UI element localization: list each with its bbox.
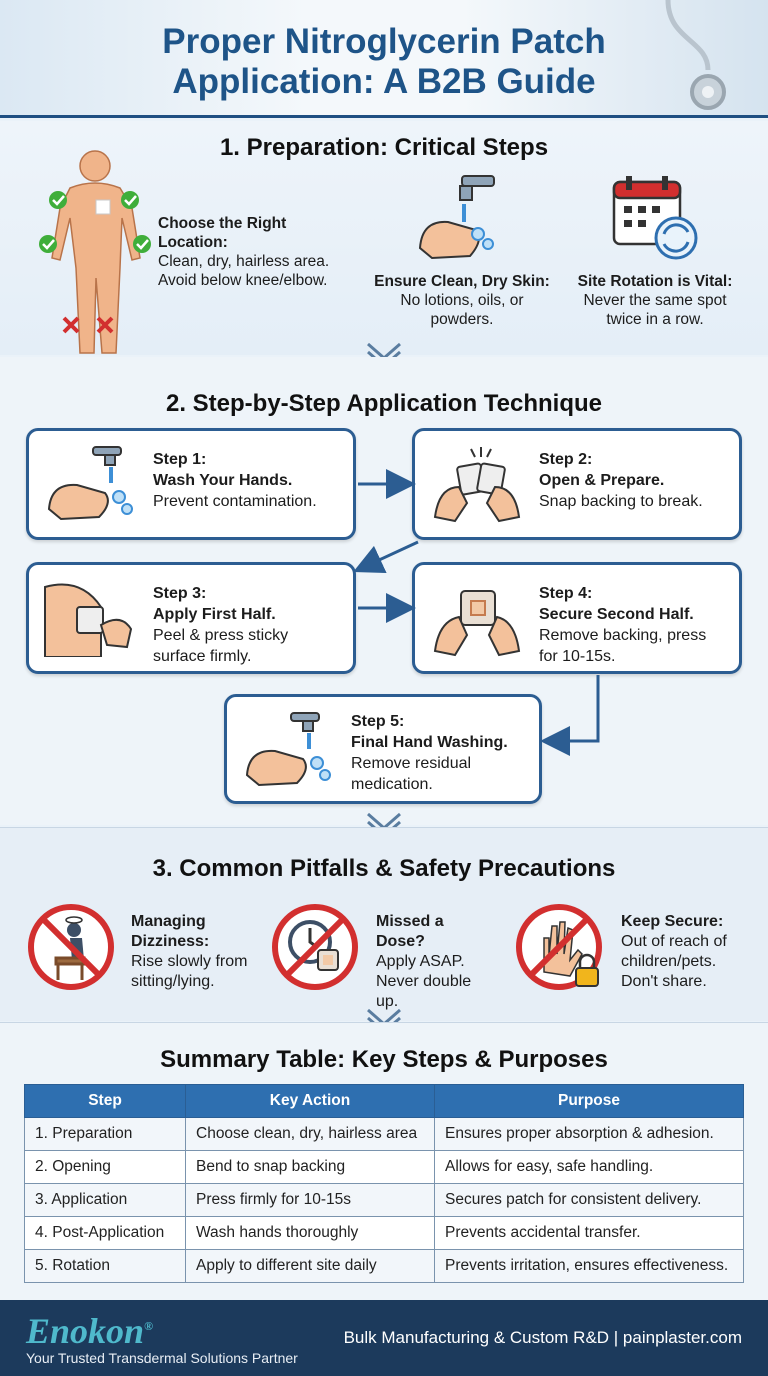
table-row bbox=[25, 1151, 744, 1184]
header-banner bbox=[0, 0, 768, 118]
table-cell: Prevents accidental transfer. bbox=[435, 1217, 744, 1250]
summary-table bbox=[24, 1084, 744, 1283]
apply-patch-icon bbox=[41, 577, 141, 657]
step-3-text: Step 3: Apply First Half. Peel & press sticky surface firmly. bbox=[153, 585, 289, 665]
step-2-text: Step 2: Open & Prepare. Snap backing to break. bbox=[539, 451, 703, 510]
table-cell: Apply to different site daily bbox=[186, 1250, 435, 1283]
table-cell: Wash hands thoroughly bbox=[186, 1217, 435, 1250]
table-cell: 3. Application bbox=[25, 1184, 186, 1217]
table-cell: Ensures proper absorption & adhesion. bbox=[435, 1118, 744, 1151]
body-location-icon bbox=[36, 148, 154, 356]
table-row bbox=[25, 1250, 744, 1283]
step-4-text: Step 4: Secure Second Half. Remove backing, press for 10-15s. bbox=[539, 585, 707, 665]
table-cell: 5. Rotation bbox=[25, 1250, 186, 1283]
hand-wash-icon bbox=[239, 709, 339, 789]
footer-contact[interactable]: Bulk Manufacturing & Custom R&D | painplaster.com bbox=[343, 1328, 742, 1347]
table-header: Step bbox=[25, 1085, 186, 1118]
hand-wash-icon bbox=[41, 443, 141, 523]
keep-secure-tip: Keep Secure: Out of reach of children/pets. Don't share. bbox=[621, 913, 727, 990]
summary-title: Summary Table: Key Steps & Purposes bbox=[160, 1046, 608, 1073]
table-cell: Prevents irritation, ensures effectiveness. bbox=[435, 1250, 744, 1283]
table-cell: Choose clean, dry, hairless area bbox=[186, 1118, 435, 1151]
step-card-5 bbox=[224, 694, 542, 804]
table-cell: 2. Opening bbox=[25, 1151, 186, 1184]
patch-open-icon bbox=[427, 443, 527, 523]
step-card-3 bbox=[26, 562, 356, 674]
table-cell: Bend to snap backing bbox=[186, 1151, 435, 1184]
page-title: Proper Nitroglycerin Patch Application: A B2B Guide bbox=[162, 22, 606, 101]
pitfalls-title: 3. Common Pitfalls & Safety Precautions bbox=[152, 855, 616, 882]
table-header-row bbox=[25, 1085, 744, 1118]
rotation-tip: Site Rotation is Vital: Never the same spot twice in a row. bbox=[577, 273, 733, 328]
step-card-2 bbox=[412, 428, 742, 540]
table-row bbox=[25, 1217, 744, 1250]
dizziness-tip: Managing Dizziness: Rise slowly from sitting/lying. bbox=[131, 913, 248, 990]
faucet-wash-icon bbox=[412, 170, 502, 262]
preparation-title: 1. Preparation: Critical Steps bbox=[219, 134, 549, 161]
location-tip: Choose the Right Location: Clean, dry, hairless area. Avoid below knee/elbow. bbox=[158, 215, 330, 289]
step-card-4 bbox=[412, 562, 742, 674]
step-card-1 bbox=[26, 428, 356, 540]
table-cell: 4. Post-Application bbox=[25, 1217, 186, 1250]
calendar-rotate-icon bbox=[610, 172, 702, 264]
dizziness-warning-icon bbox=[26, 902, 116, 992]
table-header: Purpose bbox=[435, 1085, 744, 1118]
technique-title: 2. Step-by-Step Application Technique bbox=[165, 390, 603, 417]
missed-dose-clock-icon bbox=[270, 902, 360, 992]
table-cell: Secures patch for consistent delivery. bbox=[435, 1184, 744, 1217]
table-cell: Press firmly for 10-15s bbox=[186, 1184, 435, 1217]
table-cell: 1. Preparation bbox=[25, 1118, 186, 1151]
step-1-text: Step 1: Wash Your Hands. Prevent contamination. bbox=[153, 451, 317, 510]
brand-tagline: Your Trusted Transdermal Solutions Partner bbox=[26, 1350, 298, 1366]
missed-dose-tip: Missed a Dose? Apply ASAP. Never double up. bbox=[376, 913, 472, 1010]
skin-tip: Ensure Clean, Dry Skin: No lotions, oils, or powders. bbox=[374, 273, 550, 328]
table-row bbox=[25, 1184, 744, 1217]
step-5-text: Step 5: Final Hand Washing. Remove residual medication. bbox=[351, 713, 508, 793]
brand-logo: Enokon® bbox=[26, 1311, 154, 1351]
secure-patch-icon bbox=[427, 577, 527, 657]
table-header: Key Action bbox=[186, 1085, 435, 1118]
table-row bbox=[25, 1118, 744, 1151]
table-cell: Allows for easy, safe handling. bbox=[435, 1151, 744, 1184]
keep-secure-lock-icon bbox=[514, 902, 604, 992]
footer bbox=[0, 1300, 768, 1376]
